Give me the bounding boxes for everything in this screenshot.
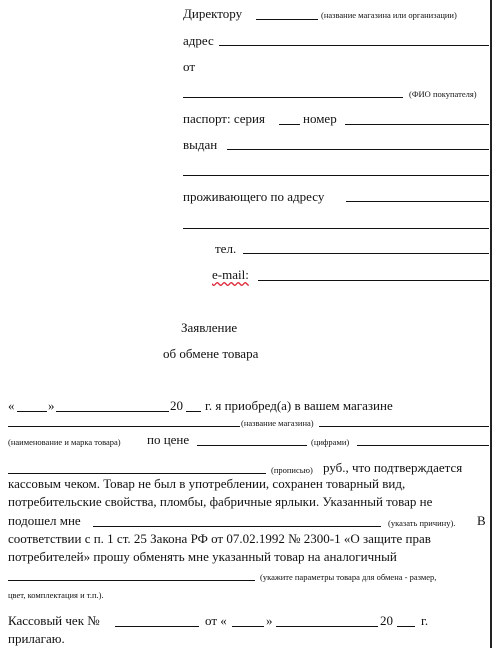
passport-number-label: номер	[303, 111, 337, 126]
props-line: потребительские свойства, пломбы, фабричные ярлыки. Указанный товар не	[8, 494, 433, 509]
passport-issued-field-2[interactable]	[183, 175, 489, 176]
director-name-field[interactable]	[256, 19, 318, 20]
attach-text: прилагаю.	[8, 631, 65, 646]
words-hint: (прописью)	[271, 465, 313, 475]
passport-issued-field[interactable]	[227, 149, 489, 150]
receipt-day-field[interactable]	[232, 626, 264, 627]
fio-hint: (ФИО покупателя)	[409, 89, 477, 99]
buyer-address-field[interactable]	[346, 201, 489, 202]
cheque-line: кассовым чеком. Товар не был в употреблении, сохранен товарный вид,	[8, 476, 406, 491]
rub-text: руб., что подтверждается	[323, 460, 463, 475]
close-quote: »	[48, 398, 55, 413]
store-address-field[interactable]	[219, 45, 489, 46]
store-name-field-right[interactable]	[319, 426, 489, 427]
passport-series-field[interactable]	[279, 124, 300, 125]
open-quote: «	[8, 398, 15, 413]
price-label: по цене	[147, 432, 190, 447]
store-name-field-left[interactable]	[8, 426, 240, 427]
page-right-border	[490, 0, 492, 648]
price-words-field[interactable]	[8, 473, 266, 474]
store-hint: (название магазина)	[241, 418, 314, 428]
document-subtitle: об обмене товара	[163, 346, 259, 361]
buyer-fio-field[interactable]	[183, 97, 403, 98]
did-not-suit-label: подошел мне	[8, 513, 81, 528]
accordance-word: В	[477, 513, 486, 528]
passport-number-field[interactable]	[345, 124, 489, 125]
issued-label: выдан	[183, 137, 218, 152]
price-digits-field[interactable]	[197, 445, 307, 446]
director-hint: (название магазина или организации)	[321, 10, 457, 20]
price-digits-field-2[interactable]	[357, 445, 489, 446]
purchase-month-field[interactable]	[56, 411, 169, 412]
digits-hint: (цифрами)	[311, 437, 350, 447]
receipt-year-field[interactable]	[397, 626, 415, 627]
from-label: от	[183, 59, 196, 74]
receipt-g: г.	[421, 613, 429, 628]
exchange-params-field[interactable]	[8, 580, 255, 581]
phone-field[interactable]	[243, 253, 489, 254]
receipt-month-field[interactable]	[276, 626, 378, 627]
receipt-year-prefix: 20	[380, 613, 393, 628]
year-prefix: 20	[170, 398, 183, 413]
residing-label: проживающего по адресу	[183, 189, 325, 204]
email-label: e-mail:	[212, 267, 249, 282]
product-hint: (наименование и марка товара)	[8, 437, 121, 447]
receipt-number-field[interactable]	[115, 626, 199, 627]
request-line: потребителей» прошу обменять мне указанный товар на аналогичный	[8, 549, 397, 564]
law-line: соответствии с п. 1 ст. 25 Закона РФ от 07.02.1992 № 2300-1 «О защите прав	[8, 531, 431, 546]
reason-field[interactable]	[93, 526, 381, 527]
receipt-from: от «	[205, 613, 227, 628]
passport-series-label: паспорт: серия	[183, 111, 265, 126]
buyer-address-field-2[interactable]	[183, 228, 489, 229]
phone-label: тел.	[215, 241, 237, 256]
receipt-label: Кассовый чек №	[8, 613, 100, 628]
email-field[interactable]	[258, 280, 489, 281]
document-title: Заявление	[181, 320, 238, 335]
purchase-text: г. я приобред(а) в вашем магазине	[205, 398, 393, 413]
address-label: адрес	[183, 33, 214, 48]
purchase-year-field[interactable]	[186, 411, 201, 412]
receipt-close-quote: »	[266, 613, 273, 628]
purchase-day-field[interactable]	[17, 411, 47, 412]
params-hint: (укажите параметры товара для обмена - размер,	[260, 572, 437, 582]
director-label: Директору	[183, 6, 243, 21]
params-hint-2: цвет, комплектация и т.п.).	[8, 590, 104, 600]
reason-hint: (указать причину).	[388, 518, 456, 528]
